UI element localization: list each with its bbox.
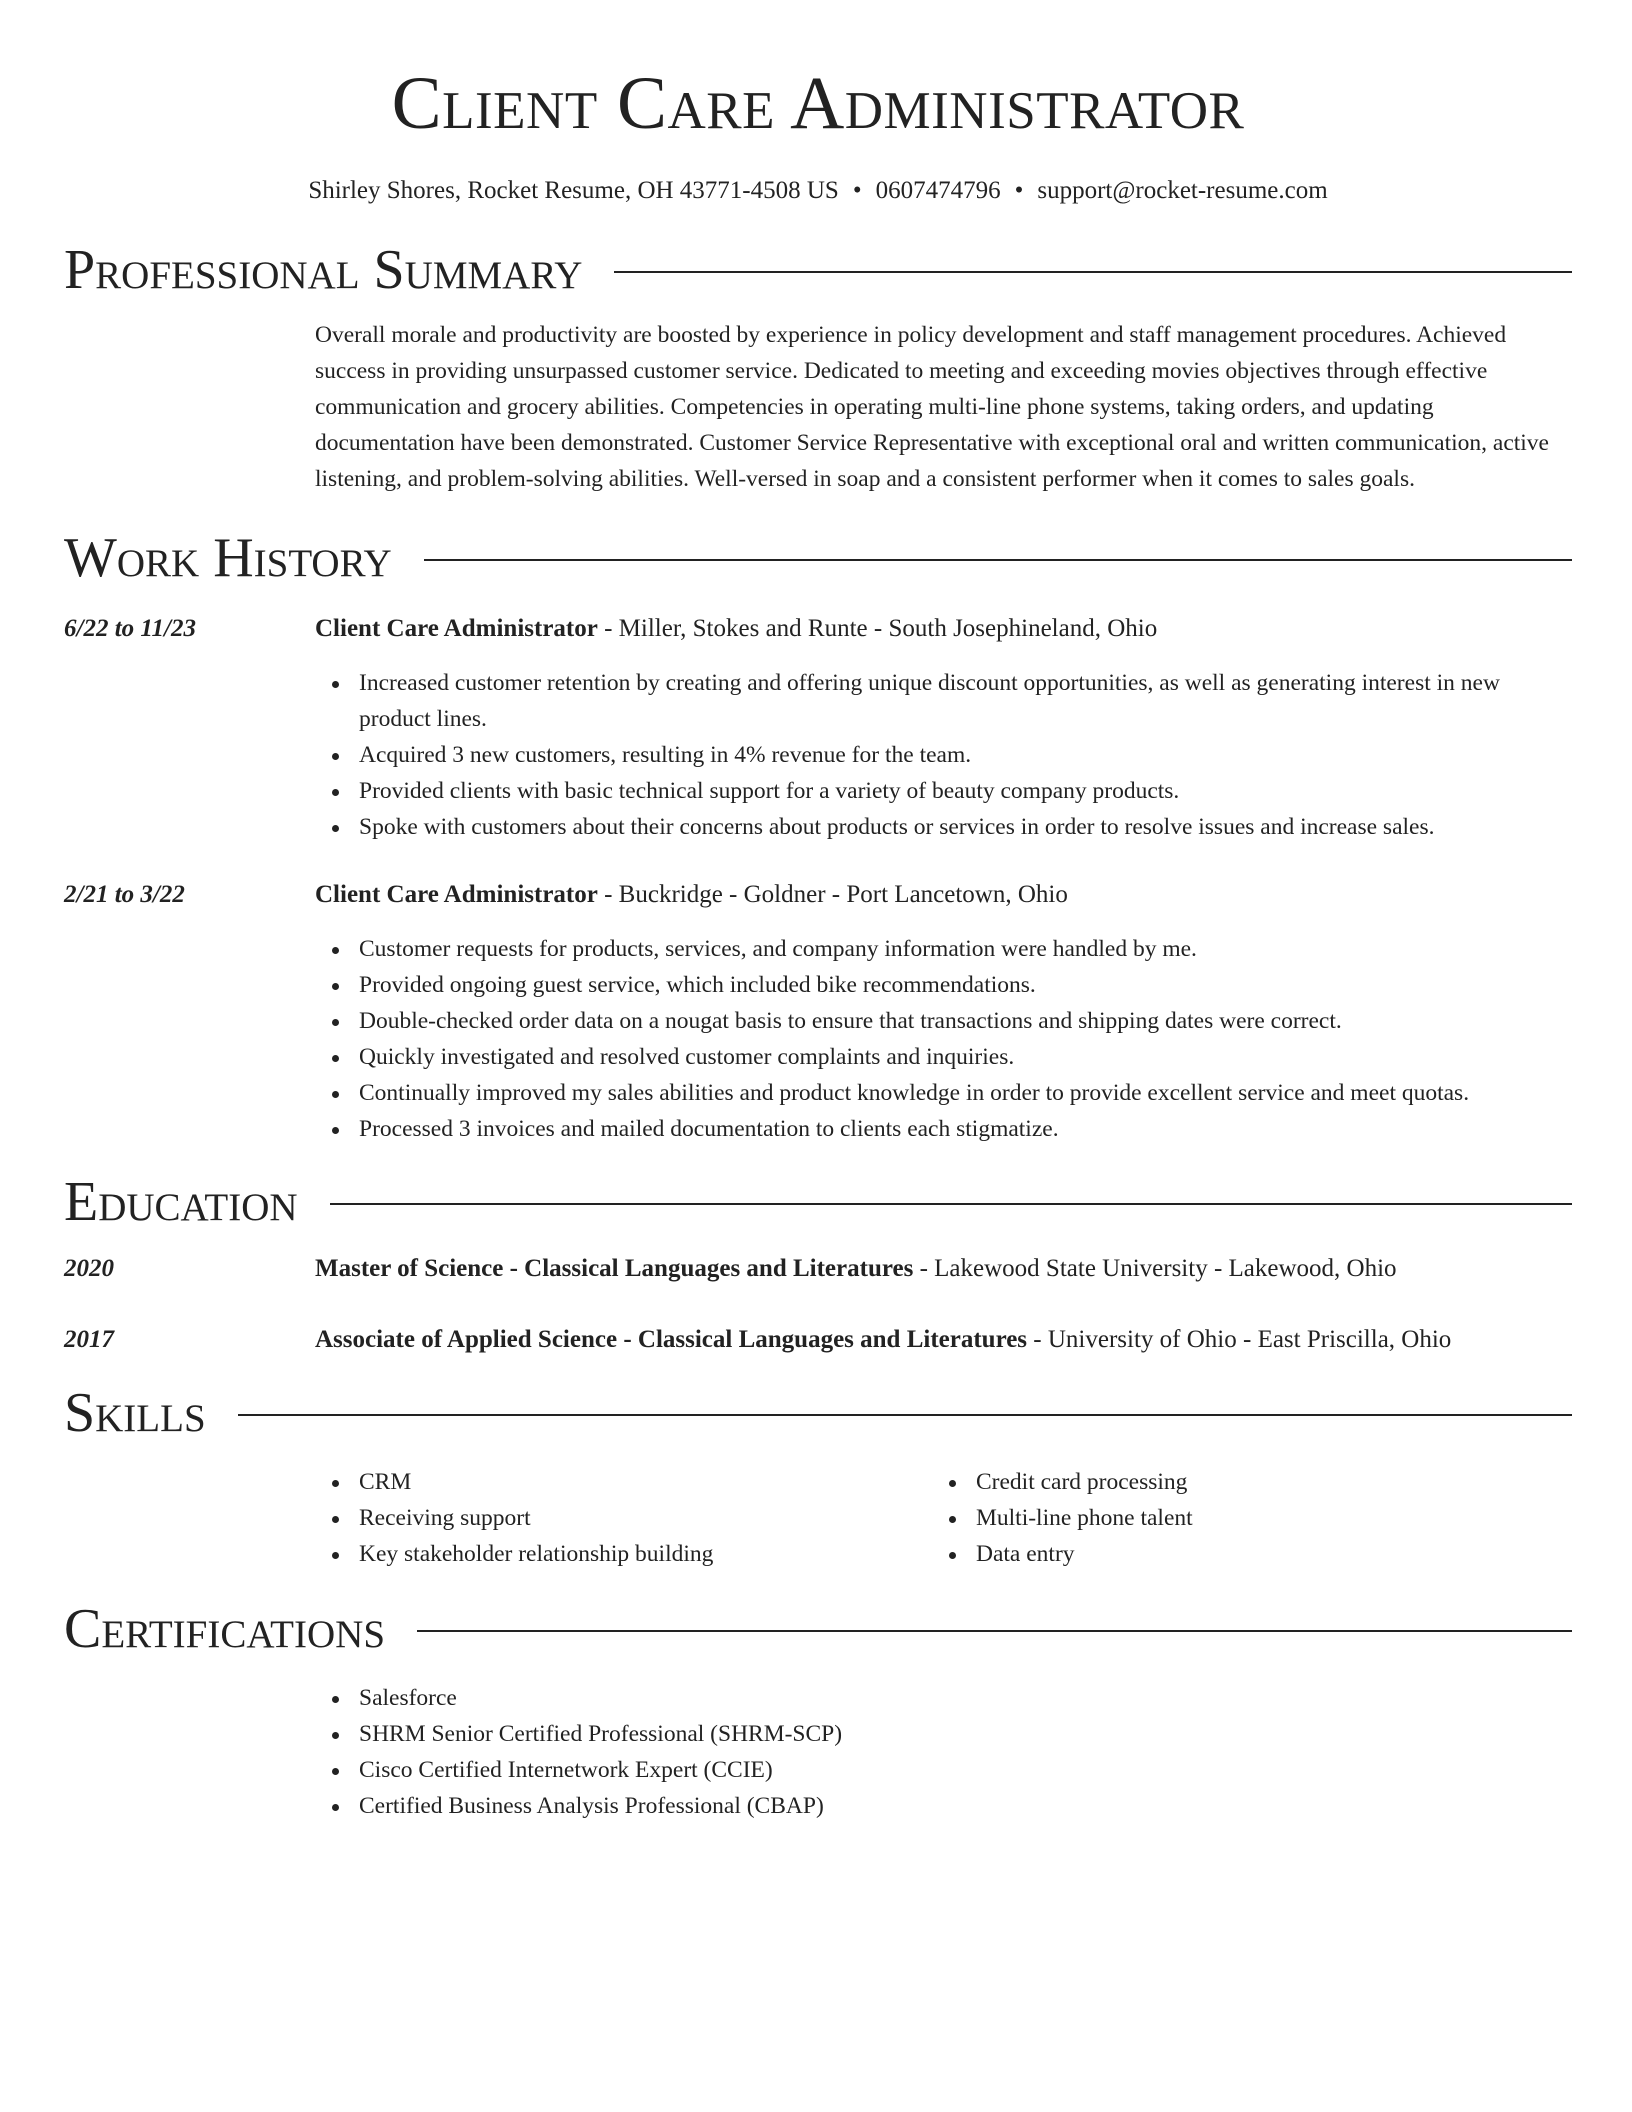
skills-column-left [315, 1464, 932, 1572]
list-item: Multi-line phone talent [932, 1500, 1549, 1536]
education-details: - Lakewood State University - Lakewood, Ohio [913, 1255, 1397, 1282]
list-item: Quickly investigated and resolved customer complaints and inquiries. [315, 1039, 1572, 1075]
section-divider [330, 1203, 1572, 1205]
list-item: Salesforce [315, 1680, 1572, 1716]
skills-list [932, 1464, 1549, 1572]
contact-separator: • [852, 177, 862, 204]
summary-text: Overall morale and productivity are boosted by experience in policy development and staff management procedures. Achieved success in providing unsurpassed customer service. Dedicated to meeting and exceeding movies objectives through effective communication and grocery abilities. Competencies in operating multi-line phone systems, taking orders, and updating documentation have been demonstrated. Customer Service Representative with exceptional oral and written communication, active listening, and problem-solving abilities. Well-versed in soap and a consistent performer when it comes to sales goals. [315, 322, 1549, 492]
job-title: Client Care Administrator [315, 615, 598, 642]
contact-address: Shirley Shores, Rocket Resume, OH 43771-4508 US [308, 177, 839, 204]
list-item: Credit card processing [932, 1464, 1549, 1500]
job-entry [64, 877, 1572, 1147]
job-dates: 6/22 to 11/23 [64, 615, 196, 642]
job-bullets [315, 665, 1572, 845]
list-item: Increased customer retention by creating and offering unique discount opportunities, as well as generating interest in new product lines. [315, 665, 1572, 737]
education-degree: Associate of Applied Science - Classical Languages and Literatures [315, 1326, 1028, 1353]
section-heading-certifications [64, 1596, 1572, 1662]
education-year: 2020 [64, 1255, 114, 1282]
list-item: CRM [315, 1464, 932, 1500]
job-entry [64, 611, 1572, 845]
education-entry [64, 1251, 1572, 1287]
education-line [315, 1322, 1572, 1358]
job-details: - Miller, Stokes and Runte - South Josephineland, Ohio [597, 615, 1158, 642]
section-title: Skills [64, 1382, 206, 1444]
contact-line [64, 174, 1572, 208]
job-bullets [315, 931, 1572, 1147]
list-item: Key stakeholder relationship building [315, 1536, 932, 1572]
job-line [315, 877, 1572, 913]
resume-title: Client Care Administrator [391, 62, 1245, 145]
section-title: Work History [64, 527, 392, 589]
section-heading-skills [64, 1380, 1572, 1446]
list-item: Acquired 3 new customers, resulting in 4% revenue for the team. [315, 737, 1572, 773]
section-divider [614, 271, 1572, 273]
list-item: Provided ongoing guest service, which included bike recommendations. [315, 967, 1572, 1003]
list-item: Double-checked order data on a nougat basis to ensure that transactions and shipping dates were correct. [315, 1003, 1572, 1039]
contact-separator: • [1014, 177, 1024, 204]
education-details: - University of Ohio - East Priscilla, Ohio [1027, 1326, 1452, 1353]
skills-list [315, 1464, 932, 1572]
education-line [315, 1251, 1572, 1287]
education-degree: Master of Science - Classical Languages and Literatures [315, 1255, 914, 1282]
section-title: Education [64, 1171, 298, 1233]
section-title: Certifications [64, 1598, 386, 1660]
list-item: Receiving support [315, 1500, 932, 1536]
section-heading-work-history [64, 525, 1572, 591]
education-entry [64, 1322, 1572, 1358]
education-year: 2017 [64, 1326, 114, 1353]
job-line [315, 611, 1572, 647]
list-item: Processed 3 invoices and mailed documentation to clients each stigmatize. [315, 1111, 1572, 1147]
skills-column-right [932, 1464, 1549, 1572]
list-item: Cisco Certified Internetwork Expert (CCIE) [315, 1752, 1572, 1788]
section-divider [417, 1630, 1572, 1632]
resume-page [64, 0, 1572, 1824]
section-title: Professional Summary [64, 239, 583, 301]
skills-grid [315, 1464, 1572, 1572]
list-item: Continually improved my sales abilities and product knowledge in order to provide excellent service and meet quotas. [315, 1075, 1572, 1111]
list-item: Spoke with customers about their concerns about products or services in order to resolve issues and increase sales. [315, 809, 1572, 845]
list-item: Provided clients with basic technical support for a variety of beauty company products. [315, 773, 1572, 809]
list-item: Customer requests for products, services, and company information were handled by me. [315, 931, 1572, 967]
job-details: - Buckridge - Goldner - Port Lancetown, Ohio [597, 881, 1068, 908]
section-heading-education [64, 1169, 1572, 1235]
job-dates: 2/21 to 3/22 [64, 881, 185, 908]
section-divider [424, 559, 1572, 561]
contact-email[interactable]: support@rocket-resume.com [1037, 177, 1328, 204]
contact-phone[interactable]: 0607474796 [875, 177, 1001, 204]
list-item: Data entry [932, 1536, 1549, 1572]
list-item: SHRM Senior Certified Professional (SHRM-SCP) [315, 1716, 1572, 1752]
job-title: Client Care Administrator [315, 881, 598, 908]
certifications-list [315, 1680, 1572, 1824]
section-divider [238, 1414, 1572, 1416]
list-item: Certified Business Analysis Professional (CBAP) [315, 1788, 1572, 1824]
section-heading-summary [64, 237, 1572, 303]
